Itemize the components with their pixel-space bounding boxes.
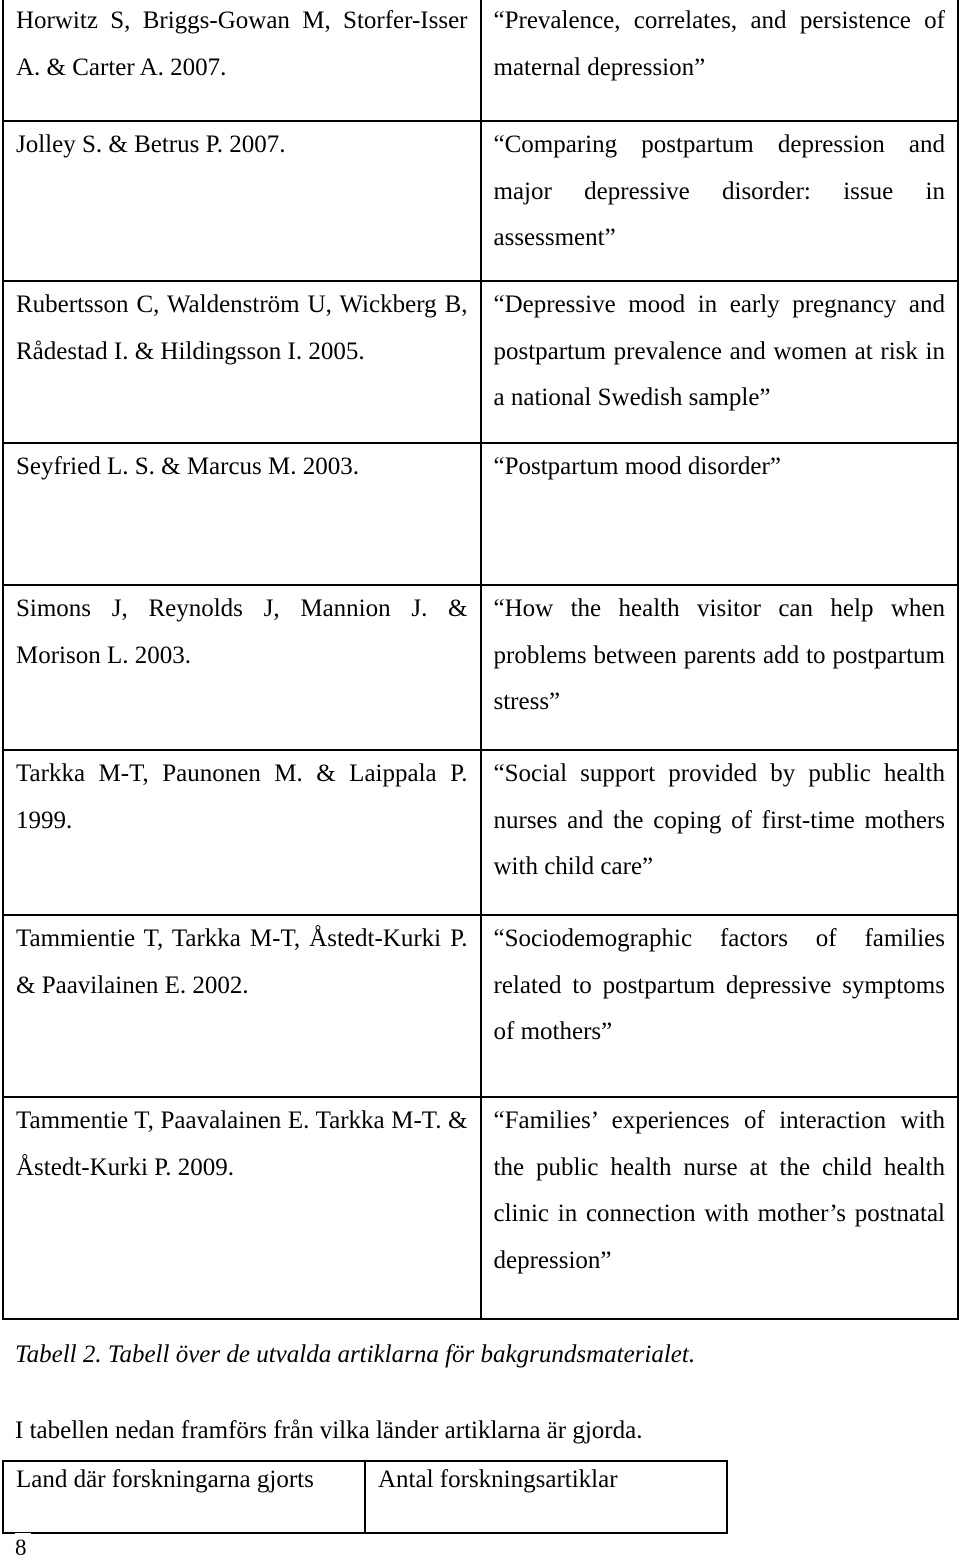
table-row bbox=[3, 443, 958, 585]
title-text: “Social support provided by public health nurses and the coping of first-time mothers with child care” bbox=[493, 760, 945, 880]
title-cell bbox=[481, 281, 959, 443]
table-caption: Tabell 2. Tabell över de utvalda artiklarna för bakgrundsmaterialet. bbox=[15, 1341, 696, 1368]
title-text: “Sociodemographic factors of families related to postpartum depressive symptoms of mothers” bbox=[493, 925, 945, 1045]
author-text: Rubertsson C, Waldenström U, Wickberg B, Rådestad I. & Hildingsson I. 2005. bbox=[16, 291, 468, 365]
author-text: Horwitz S, Briggs-Gowan M, Storfer-Isser A. & Carter A. 2007. bbox=[16, 7, 468, 81]
title-text: “Comparing postpartum depression and major depressive disorder: issue in assessment” bbox=[493, 131, 945, 251]
author-cell bbox=[3, 0, 481, 121]
author-cell bbox=[3, 443, 481, 585]
author-text: Seyfried L. S. & Marcus M. 2003. bbox=[16, 453, 360, 480]
title-cell bbox=[481, 585, 959, 750]
table-row bbox=[3, 750, 958, 915]
author-text: Jolley S. & Betrus P. 2007. bbox=[16, 131, 286, 158]
table-row bbox=[3, 281, 958, 443]
author-text: Tammientie T, Tarkka M-T, Åstedt-Kurki P. & Paavilainen E. 2002. bbox=[16, 925, 468, 999]
author-cell bbox=[3, 281, 481, 443]
author-cell bbox=[3, 585, 481, 750]
countries-table bbox=[2, 1460, 728, 1534]
title-cell bbox=[481, 1097, 959, 1319]
author-cell bbox=[3, 1097, 481, 1319]
title-cell bbox=[481, 443, 959, 585]
table-header-row bbox=[3, 1461, 727, 1533]
author-cell bbox=[3, 121, 481, 281]
title-cell bbox=[481, 0, 959, 121]
title-text: “How the health visitor can help when problems between parents add to postpartum stress” bbox=[493, 595, 945, 715]
table-row bbox=[3, 1097, 958, 1319]
author-text: Tarkka M-T, Paunonen M. & Laippala P. 1999. bbox=[16, 760, 468, 834]
title-cell bbox=[481, 121, 959, 281]
title-text: “Prevalence, correlates, and persistence of maternal depression” bbox=[493, 7, 945, 81]
author-cell bbox=[3, 750, 481, 915]
intro-paragraph: I tabellen nedan framförs från vilka länder artiklarna är gjorda. bbox=[15, 1417, 643, 1444]
title-cell bbox=[481, 915, 959, 1097]
title-cell bbox=[481, 750, 959, 915]
title-text: “Families’ experiences of interaction with the public health nurse at the child health clinic in connection with mother’s postnatal depression” bbox=[493, 1107, 945, 1274]
table-row bbox=[3, 585, 958, 750]
country-column-header: Land där forskningarna gjorts bbox=[3, 1461, 365, 1533]
author-text: Tammentie T, Paavalainen E. Tarkka M-T. & Åstedt-Kurki P. 2009. bbox=[16, 1107, 468, 1181]
author-text: Simons J, Reynolds J, Mannion J. & Morison L. 2003. bbox=[16, 595, 468, 669]
title-text: “Depressive mood in early pregnancy and postpartum prevalence and women at risk in a national Swedish sample” bbox=[493, 291, 945, 411]
table-row bbox=[3, 121, 958, 281]
title-text: “Postpartum mood disorder” bbox=[493, 453, 781, 480]
page-number: 8 bbox=[15, 1533, 31, 1563]
article-count-column-header: Antal forskningsartiklar bbox=[365, 1461, 727, 1533]
author-cell bbox=[3, 915, 481, 1097]
articles-table bbox=[2, 0, 959, 1320]
table-row bbox=[3, 915, 958, 1097]
table-row bbox=[3, 0, 958, 121]
